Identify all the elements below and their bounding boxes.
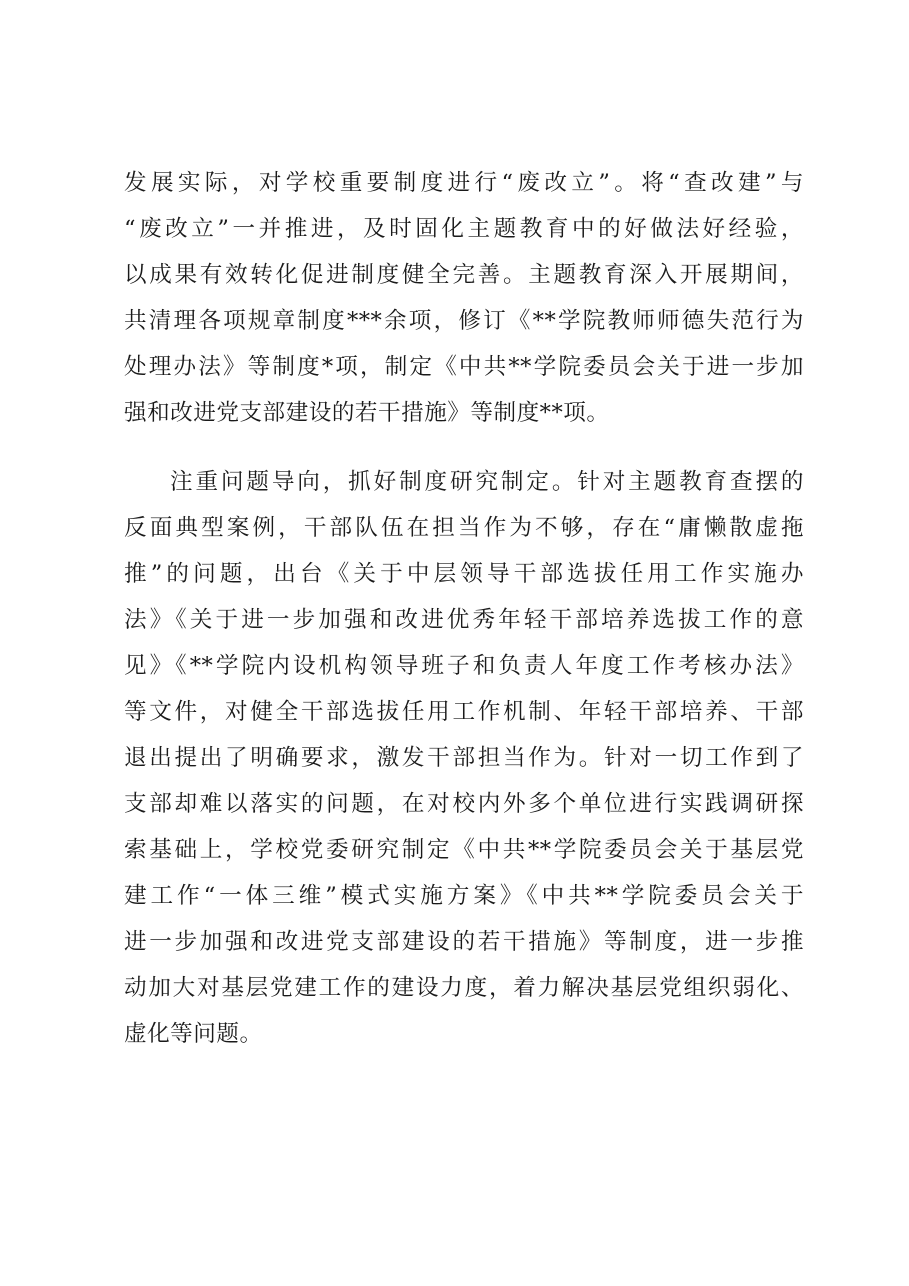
- paragraph-2-line-6: 等文件，对健全干部选拔任用工作机制、年轻干部培养、干部: [124, 699, 804, 725]
- paragraph-2-line-9: 索基础上，学校党委研究制定《中共**学院委员会关于基层党: [124, 837, 804, 863]
- paragraph-1-line-2: “废改立”一并推进，及时固化主题教育中的好做法好经验，: [124, 216, 804, 242]
- paragraph-2-line-5: 见》《**学院内设机构领导班子和负责人年度工作考核办法》: [124, 653, 804, 679]
- paragraph-1-line-4: 共清理各项规章制度***余项，修订《**学院教师师德失范行为: [124, 308, 804, 334]
- paragraph-2-line-11: 进一步加强和改进党支部建设的若干措施》等制度，进一步推: [124, 929, 804, 955]
- paragraph-2-line-7: 退出提出了明确要求，激发干部担当作为。针对一切工作到了: [124, 745, 804, 771]
- paragraph-1-line-6: 强和改进党支部建设的若干措施》等制度**项。: [124, 400, 610, 426]
- paragraph-2-line-8: 支部却难以落实的问题，在对校内外多个单位进行实践调研探: [124, 791, 804, 817]
- paragraph-2-line-1: 注重问题导向，抓好制度研究制定。针对主题教育查摆的: [170, 469, 804, 495]
- paragraph-2-line-10: 建工作“一体三维”模式实施方案》《中共**学院委员会关于: [124, 883, 804, 909]
- paragraph-1-line-5: 处理办法》等制度*项，制定《中共**学院委员会关于进一步加: [124, 354, 804, 380]
- paragraph-1-line-1: 发展实际，对学校重要制度进行“废改立”。将“查改建”与: [124, 170, 804, 196]
- paragraph-2-line-3: 推”的问题，出台《关于中层领导干部选拔任用工作实施办: [124, 561, 804, 587]
- paragraph-1-line-3: 以成果有效转化促进制度健全完善。主题教育深入开展期间，: [124, 262, 804, 288]
- paragraph-2-line-13: 虚化等问题。: [124, 1021, 263, 1047]
- paragraph-2-line-4: 法》《关于进一步加强和改进优秀年轻干部培养选拔工作的意: [124, 607, 804, 633]
- paragraph-2-line-12: 动加大对基层党建工作的建设力度，着力解决基层党组织弱化、: [124, 975, 804, 1001]
- paragraph-2-line-2: 反面典型案例，干部队伍在担当作为不够，存在“庸懒散虚拖: [124, 515, 804, 541]
